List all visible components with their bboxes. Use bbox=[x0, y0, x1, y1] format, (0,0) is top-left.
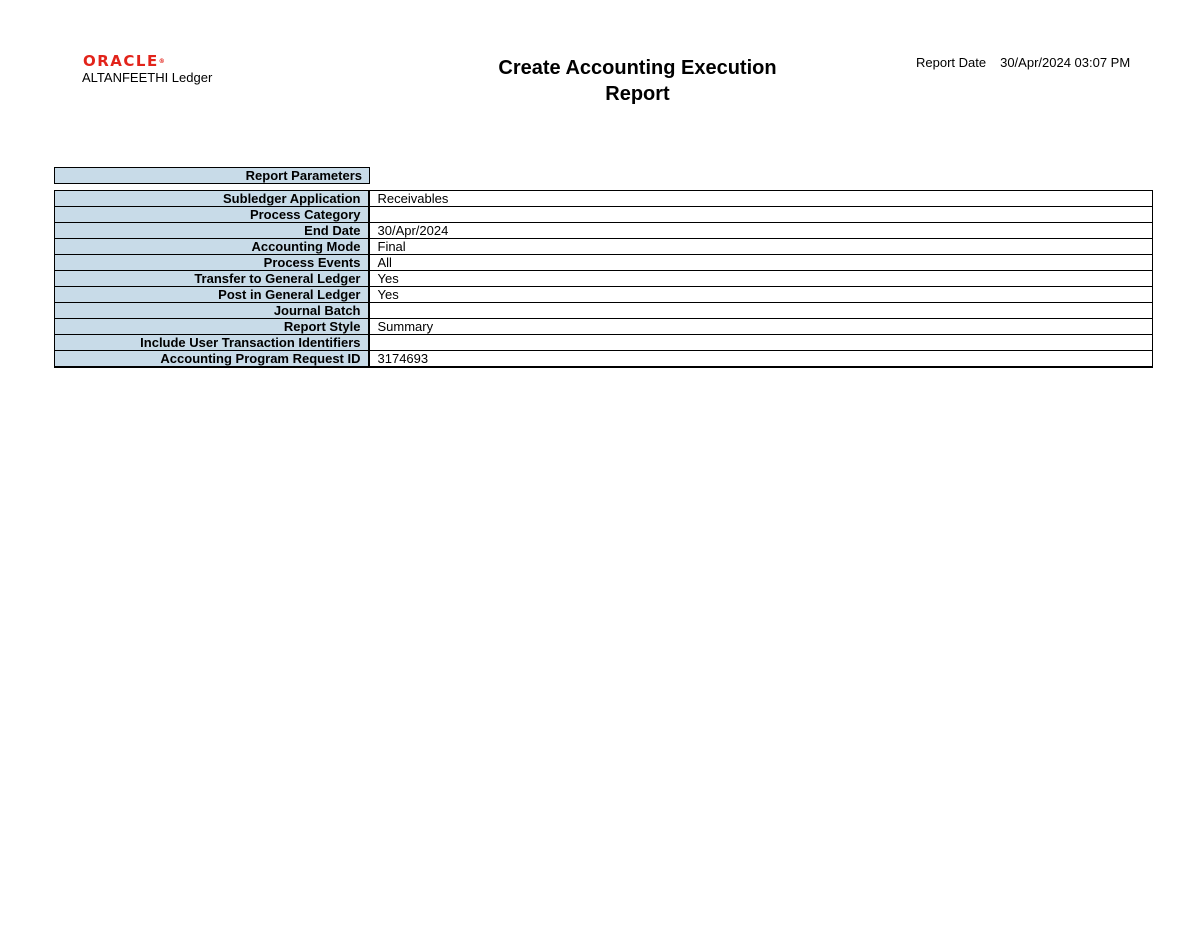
param-value: Yes bbox=[369, 271, 1153, 287]
param-label: Accounting Program Request ID bbox=[55, 351, 369, 368]
param-label: Include User Transaction Identifiers bbox=[55, 335, 369, 351]
report-date bbox=[916, 55, 1130, 71]
param-value: Yes bbox=[369, 287, 1153, 303]
param-label: Process Category bbox=[55, 207, 369, 223]
param-value: Receivables bbox=[369, 191, 1153, 207]
report-date-label: Report Date bbox=[916, 55, 987, 70]
report-title bbox=[480, 55, 795, 107]
param-label: End Date bbox=[55, 223, 369, 239]
param-value bbox=[369, 303, 1153, 319]
report-date-value: 30/Apr/2024 03:07 PM bbox=[1000, 55, 1131, 70]
report-parameters-table bbox=[54, 190, 1153, 368]
param-label: Accounting Mode bbox=[55, 239, 369, 255]
table-row bbox=[55, 255, 1153, 271]
ledger-name: ALTANFEETHI Ledger bbox=[82, 70, 213, 85]
param-label: Report Style bbox=[55, 319, 369, 335]
param-label: Transfer to General Ledger bbox=[55, 271, 369, 287]
param-value: All bbox=[369, 255, 1153, 271]
param-label: Process Events bbox=[55, 255, 369, 271]
param-value bbox=[369, 207, 1153, 223]
oracle-logo bbox=[83, 53, 165, 69]
param-value: 30/Apr/2024 bbox=[369, 223, 1153, 239]
table-row bbox=[55, 319, 1153, 335]
param-label: Journal Batch bbox=[55, 303, 369, 319]
table-row bbox=[55, 207, 1153, 223]
report-title-line-1: Create Accounting Execution bbox=[498, 57, 777, 79]
table-row bbox=[55, 287, 1153, 303]
table-row bbox=[55, 351, 1153, 368]
table-row bbox=[55, 303, 1153, 319]
report-parameters-heading bbox=[54, 167, 370, 184]
param-value: 3174693 bbox=[369, 351, 1153, 368]
registered-mark: ® bbox=[158, 58, 165, 65]
table-row bbox=[55, 335, 1153, 351]
table-row bbox=[55, 239, 1153, 255]
table-row bbox=[55, 223, 1153, 239]
param-value: Final bbox=[369, 239, 1153, 255]
oracle-logo-text: ORACLE bbox=[83, 52, 159, 70]
param-label: Post in General Ledger bbox=[55, 287, 369, 303]
report-parameters-heading-text: Report Parameters bbox=[245, 168, 362, 183]
param-value: Summary bbox=[369, 319, 1153, 335]
param-label: Subledger Application bbox=[55, 191, 369, 207]
param-value bbox=[369, 335, 1153, 351]
table-row bbox=[55, 191, 1153, 207]
report-title-line-2: Report bbox=[605, 83, 670, 105]
table-row bbox=[55, 271, 1153, 287]
